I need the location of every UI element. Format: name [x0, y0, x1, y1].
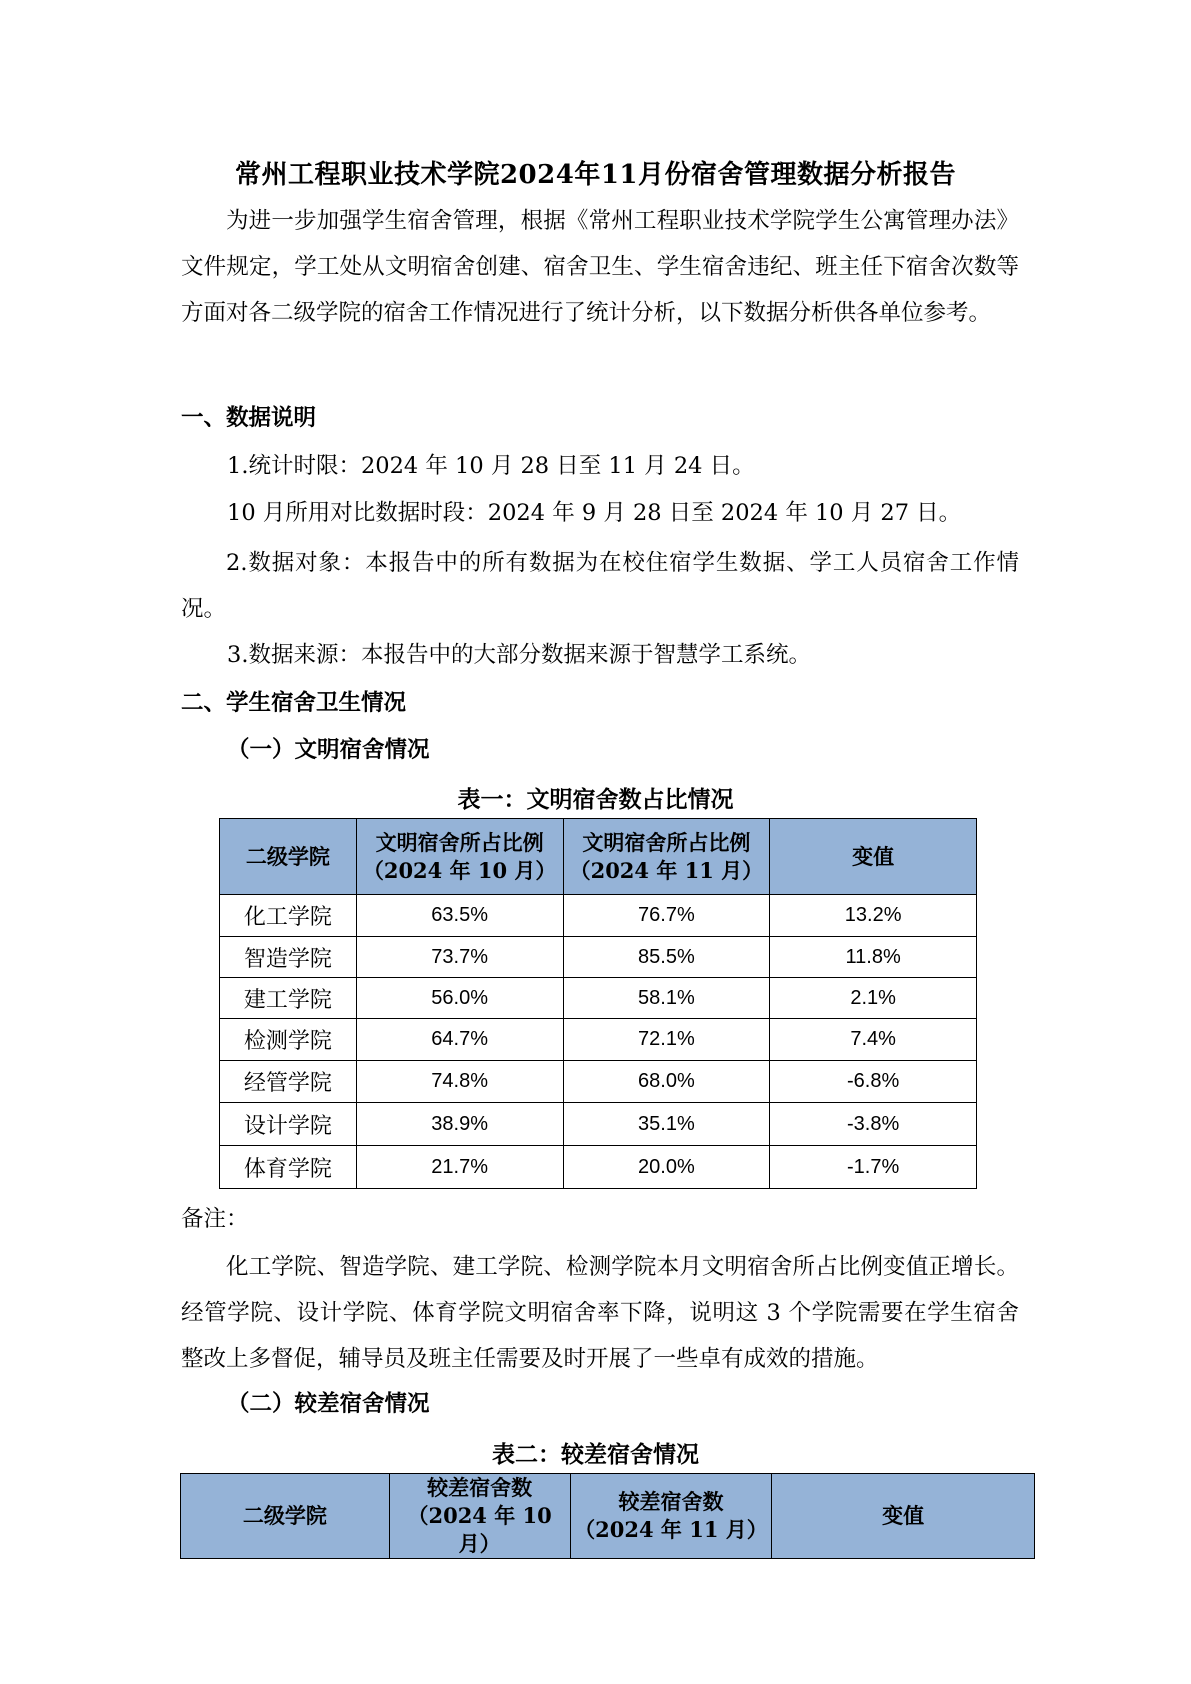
- college-cell: 智造学院: [220, 937, 357, 978]
- intro-paragraph: 为进一步加强学生宿舍管理，根据《常州工程职业技术学院学生公寓管理办法》文件规定，学工处从文明宿舍创建、宿舍卫生、学生宿舍违纪、班主任下宿舍次数等方面对各二级学院的宿舍工作情况进行了统计分析，以下数据分析供各单位参考。: [181, 208, 1019, 326]
- header-oct-line1: 文明宿舍所占比例: [375, 829, 544, 855]
- header-oct: [356, 819, 563, 895]
- table-row: [220, 1061, 977, 1103]
- header-college: 二级学院: [181, 1474, 390, 1559]
- header-oct: [389, 1474, 570, 1559]
- table-row: [220, 1146, 977, 1189]
- subsection2-heading: （二）较差宿舍情况: [227, 1391, 430, 1417]
- change-value: -1.7%: [770, 1146, 977, 1189]
- change-value: -3.8%: [770, 1103, 977, 1146]
- college-cell: 化工学院: [220, 895, 357, 937]
- change-value: 2.1%: [770, 978, 977, 1019]
- nov-value: 58.1%: [563, 978, 770, 1019]
- oct-value: 73.7%: [356, 937, 563, 978]
- table2-caption: 表二：较差宿舍情况: [492, 1441, 699, 1468]
- header-nov: [563, 819, 770, 895]
- table-row: [220, 1103, 977, 1146]
- table1-header-row: [220, 819, 977, 895]
- header-change: 变值: [770, 819, 977, 895]
- header-nov: [570, 1474, 772, 1559]
- nov-value: 72.1%: [563, 1019, 770, 1061]
- header-nov-line2: （2024 年 11 月）: [569, 857, 764, 883]
- oct-value: 38.9%: [356, 1103, 563, 1146]
- header-college: 二级学院: [220, 819, 357, 895]
- nov-value: 76.7%: [563, 895, 770, 937]
- change-value: 7.4%: [770, 1019, 977, 1061]
- table-row: [220, 978, 977, 1019]
- header-oct-line2: （2024 年 10 月）: [407, 1503, 552, 1556]
- header-oct-line2: （2024 年 10 月）: [362, 857, 557, 883]
- civilized-dorm-table: [219, 818, 977, 1189]
- change-value: 13.2%: [770, 895, 977, 937]
- report-title: 常州工程职业技术学院2024年11月份宿舍管理数据分析报告: [234, 160, 957, 190]
- header-nov-line1: 文明宿舍所占比例: [582, 829, 751, 855]
- subsection1-heading: （一）文明宿舍情况: [227, 737, 430, 763]
- college-cell: 体育学院: [220, 1146, 357, 1189]
- oct-value: 21.7%: [356, 1146, 563, 1189]
- header-nov-line2: （2024 年 11 月）: [574, 1517, 768, 1542]
- college-cell: 设计学院: [220, 1103, 357, 1146]
- oct-value: 64.7%: [356, 1019, 563, 1061]
- nov-value: 20.0%: [563, 1146, 770, 1189]
- nov-value: 35.1%: [563, 1103, 770, 1146]
- header-nov-line1: 较差宿舍数: [618, 1489, 724, 1514]
- table-row: [220, 1019, 977, 1061]
- college-cell: 检测学院: [220, 1019, 357, 1061]
- nov-value: 85.5%: [563, 937, 770, 978]
- change-value: -6.8%: [770, 1061, 977, 1103]
- table-row: [220, 895, 977, 937]
- data-item-1: 1.统计时限：2024 年 10 月 28 日至 11 月 24 日。: [227, 453, 755, 479]
- note-label: 备注：: [181, 1206, 249, 1232]
- oct-value: 74.8%: [356, 1061, 563, 1103]
- poor-dorm-table: [180, 1473, 1035, 1559]
- table2-header-row: [181, 1474, 1035, 1559]
- header-oct-line1: 较差宿舍数: [427, 1475, 533, 1500]
- data-item-2: 2.数据对象：本报告中的所有数据为在校住宿学生数据、学工人员宿舍工作情况。: [181, 550, 1019, 622]
- header-change: 变值: [772, 1474, 1035, 1559]
- data-item-3: 3.数据来源：本报告中的大部分数据来源于智慧学工系统。: [227, 642, 811, 668]
- college-cell: 建工学院: [220, 978, 357, 1019]
- oct-value: 63.5%: [356, 895, 563, 937]
- table1-caption: 表一：文明宿舍数占比情况: [457, 786, 734, 813]
- nov-value: 68.0%: [563, 1061, 770, 1103]
- data-item-1b: 10 月所用对比数据时段：2024 年 9 月 28 日至 2024 年 10 月 27 日。: [227, 500, 962, 526]
- change-value: 11.8%: [770, 937, 977, 978]
- note-paragraph: 化工学院、智造学院、建工学院、检测学院本月文明宿舍所占比例变值正增长。经管学院、设计学院、体育学院文明宿舍率下降，说明这 3 个学院需要在学生宿舍整改上多督促，辅导员及班主任需要及时开展了一些卓有成效的措施。: [181, 1254, 1019, 1372]
- table-row: [220, 937, 977, 978]
- section1-heading: 一、数据说明: [181, 405, 317, 431]
- section2-heading: 二、学生宿舍卫生情况: [181, 690, 407, 716]
- oct-value: 56.0%: [356, 978, 563, 1019]
- college-cell: 经管学院: [220, 1061, 357, 1103]
